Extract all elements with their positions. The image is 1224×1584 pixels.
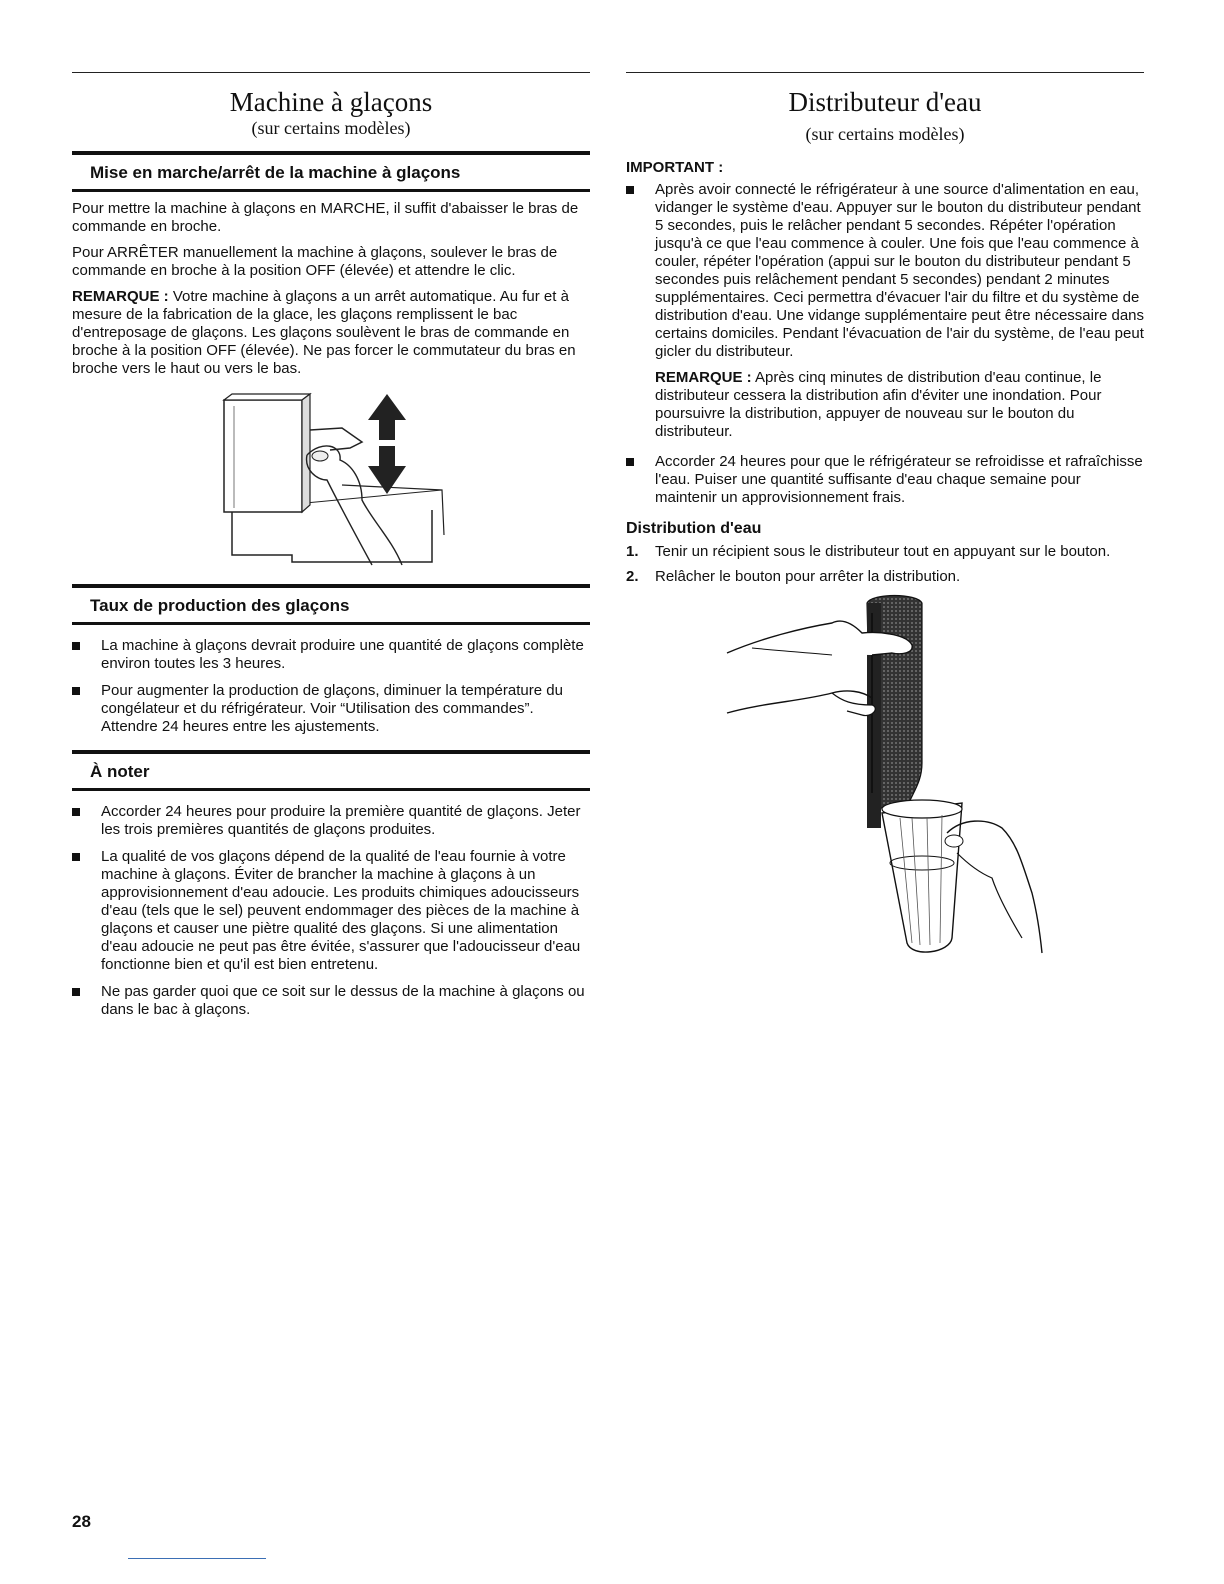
step-item <box>626 543 1144 561</box>
list-item: Ne pas garder quoi que ce soit sur le dessus de la machine à glaçons ou dans le bac à glaçons. <box>72 983 590 1019</box>
note-label: REMARQUE : <box>655 369 752 386</box>
list-item: Accorder 24 heures pour que le réfrigérateur se refroidisse et rafraîchisse l'eau. Puiser une quantité suffisante d'eau chaque semaine pour maintenir un approvisionnement frais. <box>626 453 1144 507</box>
water-dispenser-subtitle: (sur certains modèles) <box>805 124 965 144</box>
section-heading-notes: À noter <box>72 750 590 791</box>
dispense-steps <box>626 543 1144 586</box>
water-dispenser-illustration <box>722 593 1144 983</box>
left-column <box>72 72 590 1028</box>
step-item <box>626 568 1144 586</box>
list-item: La machine à glaçons devrait produire une quantité de glaçons complète environ toutes les 3 heures. <box>72 637 590 673</box>
list-item: Accorder 24 heures pour produire la première quantité de glaçons. Jeter les trois premières quantités de glaçons produites. <box>72 803 590 839</box>
section-heading-onoff: Mise en marche/arrêt de la machine à glaçons <box>72 151 590 192</box>
onoff-note <box>72 288 590 378</box>
important-label: IMPORTANT : <box>626 159 724 176</box>
water-dispenser-title: Distributeur d'eau <box>788 87 982 117</box>
important-list-2 <box>626 453 1144 507</box>
ice-maker-title: Machine à glaçons <box>229 87 433 117</box>
onoff-paragraph-2: Pour ARRÊTER manuellement la machine à glaçons, soulever le bras de commande en broche à la position OFF (élevée) et attendre le clic. <box>72 244 558 279</box>
top-rule <box>72 72 590 73</box>
right-column <box>626 72 1144 983</box>
step-number: 1. <box>626 543 639 560</box>
onoff-paragraph-1: Pour mettre la machine à glaçons en MARCHE, il suffit d'abaisser le bras de commande en broche. <box>72 200 579 235</box>
dispense-heading: Distribution d'eau <box>626 520 762 537</box>
rate-list <box>72 637 590 736</box>
step-text: Tenir un récipient sous le distributeur tout en appuyant sur le bouton. <box>655 543 1111 560</box>
note-text: Après cinq minutes de distribution d'eau continue, le distributeur cessera la distribution afin d'éviter une inondation. Pour poursuivre la distribution, appuyer de nouveau sur le bouton du distributeur. <box>655 369 1102 440</box>
important-item-text: Après avoir connecté le réfrigérateur à une source d'alimentation en eau, vidanger le système d'eau. Appuyer sur le bouton du distributeur pendant 5 secondes, puis le relâcher pendant 5 secondes. Répéter l'opération jusqu'à ce que l'eau commence à couler. Une fois que l'eau commence à couler, répéter l'opération (appui sur le bouton du distributeur pendant 5 secondes puis relâchement pendant 5 secondes) pendant 2 minutes supplémentaires. Ceci permettra d'évacuer l'air du filtre et du système de distribution d'eau. Une vidange supplémentaire peut être nécessaire dans certains domiciles. Pendant l'évacuation de l'air du système, de l'eau peut gicler du distributeur. <box>655 181 1145 360</box>
ice-maker-illustration <box>212 390 590 568</box>
section-heading-rate: Taux de production des glaçons <box>72 584 590 625</box>
note-label: REMARQUE : <box>72 288 169 305</box>
list-item: Pour augmenter la production de glaçons, diminuer la température du congélateur et du réfrigérateur. Voir “Utilisation des commandes”. Attendre 24 heures entre les ajustements. <box>72 682 590 736</box>
note-text: Votre machine à glaçons a un arrêt automatique. Au fur et à mesure de la fabrication de la glace, les glaçons remplissent le bac d'entreposage de glaçons. Les glaçons soulèvent le bras de commande en broche à la position OFF (élevée). Ne pas forcer le commutateur du bras en broche vers le haut ou vers le bas. <box>72 288 576 377</box>
ice-maker-subtitle: (sur certains modèles) <box>251 118 411 138</box>
list-item: La qualité de vos glaçons dépend de la qualité de l'eau fournie à votre machine à glaçons. Éviter de brancher la machine à glaçons à un approvisionnement d'eau adoucie. Les produits chimiques adoucisseurs d'eau (tels que le sel) peuvent endommager des pièces de la machine à glaçons et causer une piètre qualité des glaçons. Si une alimentation d'eau adoucie ne peut pas être évitée, s'assurer que l'adoucisseur d'eau fonctionne bien et qu'il est bien entretenu. <box>72 848 590 974</box>
page-number: 28 <box>72 1512 91 1531</box>
notes-list <box>72 803 590 1019</box>
footer-rule <box>128 1558 266 1559</box>
list-item <box>626 181 1144 361</box>
step-number: 2. <box>626 568 639 585</box>
dispenser-note <box>626 369 1144 441</box>
step-text: Relâcher le bouton pour arrêter la distribution. <box>655 568 961 585</box>
important-list <box>626 181 1144 361</box>
top-rule <box>626 72 1144 73</box>
